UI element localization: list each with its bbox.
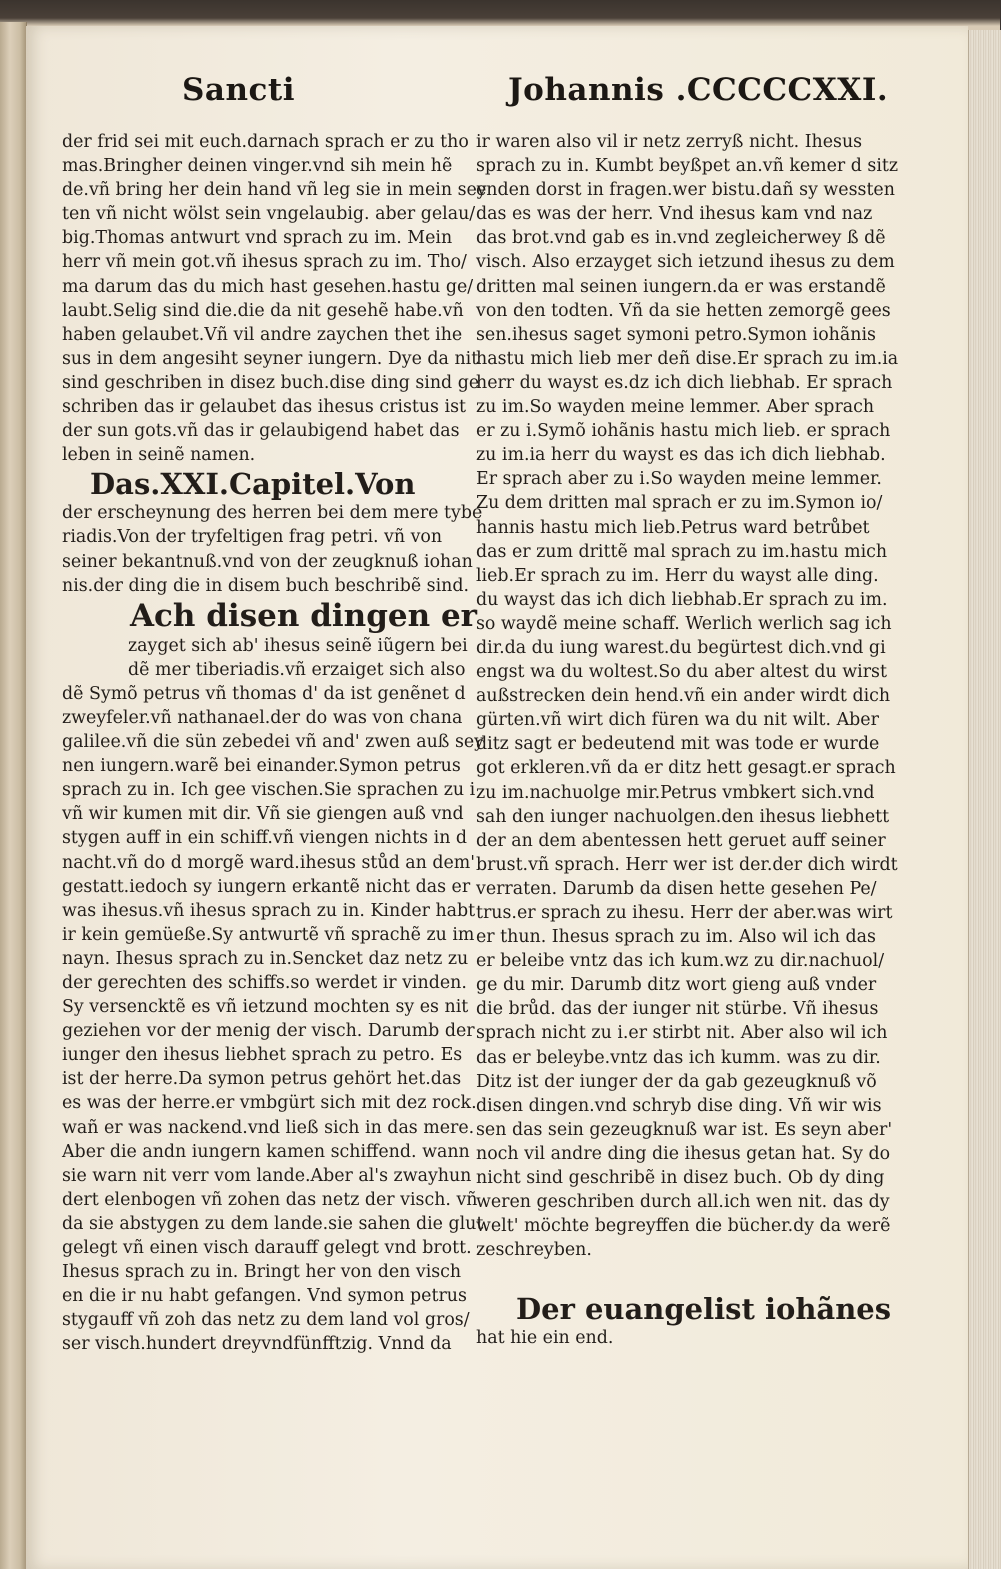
running-header-left: Sancti	[182, 72, 295, 108]
text-line: zeschreyben.	[476, 1240, 592, 1261]
colophon-line: hat hie ein end.	[476, 1328, 614, 1349]
text-line: was ihesus.vñ ihesus sprach zu in. Kinder habt	[62, 900, 476, 921]
text-line: disen dingen.vnd schryb dise ding. Vñ wir wis	[476, 1095, 882, 1116]
text-line: er beleibe vntz das ich kum.wz zu dir.nachuol/	[476, 951, 885, 972]
text-line: en die ir nu habt gefangen. Vnd symon petrus	[62, 1286, 467, 1307]
text-line: dir.da du iung warest.du begürtest dich.vnd gi	[476, 637, 886, 658]
text-line: sah den iunger nachuolgen.den ihesus liebhett	[476, 806, 890, 827]
text-line: Er sprach aber zu i.So wayden meine lemmer.	[476, 469, 882, 490]
text-line: hastu mich lieb mer deñ dise.Er sprach zu im.ia	[476, 348, 899, 369]
text-line: er thun. Ihesus sprach zu im. Also wil ich das	[476, 927, 876, 948]
text-line: de.vñ bring her dein hand vñ leg sie in mein sey	[62, 180, 487, 201]
text-line: ist der herre.Da symon petrus gehört het.das	[62, 1069, 462, 1090]
left-text-after	[62, 682, 484, 1357]
text-line: er zu i.Symõ iohãnis hastu mich lieb. er sprach	[476, 421, 891, 442]
text-line: verraten. Darumb da disen hette gesehen Pe/	[476, 878, 877, 899]
text-line: sind geschriben in disez buch.dise ding sind ge	[62, 372, 480, 393]
text-line: dẽ Symõ petrus vñ thomas d' da ist genẽnet d	[62, 683, 466, 704]
text-line: gürten.vñ wirt dich füren wa du nit wilt. Aber	[476, 710, 879, 731]
text-line: leben in seinẽ namen.	[62, 445, 256, 466]
text-line: das es was der herr. Vnd ihesus kam vnd naz	[476, 204, 873, 225]
chapter-incipit: Ach disen dingen er	[130, 597, 477, 634]
text-line: zu im.So wayden meine lemmer. Aber sprach	[476, 397, 875, 418]
chapter-heading: Das.XXI.Capitel.Von	[90, 467, 416, 502]
text-line: got erkleren.vñ da er ditz hett gesagt.er sprach	[476, 758, 896, 779]
summary-line: nis.der ding die in disem buch beschribẽ sind.	[62, 575, 470, 596]
text-line: vñ wir kumen mit dir. Vñ sie giengen auß vnd	[62, 804, 464, 825]
summary-line: seiner bekantnuß.vnd von der zeugknuß iohan	[62, 551, 473, 572]
text-line: sen.ihesus saget symoni petro.Symon iohãnis	[476, 324, 876, 345]
text-line: hannis hastu mich lieb.Petrus ward betrůbet	[476, 517, 870, 538]
text-line: zayget sich ab' ihesus seinẽ iũgern bei	[128, 635, 468, 656]
text-line: schriben das ir gelaubet das ihesus cristus ist	[62, 397, 466, 418]
text-line: sie warn nit verr vom lande.Aber al's zwayhun	[62, 1165, 472, 1186]
text-line: nicht sind geschribẽ in disez buch. Ob dy ding	[476, 1168, 885, 1189]
text-line: der frid sei mit euch.darnach sprach er zu tho	[62, 132, 469, 152]
page-edge	[968, 30, 1001, 1569]
text-line: es was der herre.er vmbgürt sich mit dez rock.	[62, 1093, 477, 1114]
text-line: sprach zu in. Ich gee vischen.Sie sprachen zu i	[62, 780, 476, 801]
text-line: enden dorst in fragen.wer bistu.dañ sy wessten	[476, 180, 895, 201]
text-line: Ihesus sprach zu in. Bringt her von den visch	[62, 1262, 462, 1283]
text-line: nayn. Ihesus sprach zu in.Sencket daz netz zu	[62, 948, 469, 969]
text-line: Ditz ist der iunger der da gab gezeugknuß võ	[476, 1071, 877, 1092]
text-line: visch. Also erzayget sich ietzund ihesus zu dem	[476, 252, 895, 273]
text-line: iunger den ihesus liebhet sprach zu petro. Es	[62, 1045, 463, 1066]
colophon-title: Der euangelist iohãnes	[516, 1292, 892, 1327]
text-line: welt' möchte begreyffen die bücher.dy da werẽ	[476, 1216, 891, 1237]
text-line: der gerechten des schiffs.so werdet ir vinden.	[62, 973, 467, 993]
text-line: stygauff vñ zoh das netz zu dem land vol gros/	[62, 1310, 470, 1331]
text-line: ge du mir. Darumb ditz wort gieng auß vnder	[476, 975, 877, 996]
text-line: da sie abstygen zu dem lande.sie sahen die glut	[62, 1213, 484, 1234]
left-text-before	[62, 130, 487, 467]
text-line: dritten mal seinen iungern.da er was erstandẽ	[476, 276, 886, 297]
text-line: du wayst das ich dich liebhab.Er sprach zu im.	[476, 589, 888, 610]
text-line: zweyfeler.vñ nathanael.der do was von chana	[62, 707, 463, 728]
text-line: sen das sein gezeugknuß war ist. Es seyn aber'	[476, 1119, 893, 1140]
text-line: das er beleybe.vntz das ich kumm. was zu dir.	[476, 1047, 881, 1068]
text-line: geziehen vor der menig der visch. Darumb der	[62, 1021, 475, 1042]
text-line: ditz sagt er bedeutend mit was tode er wurde	[476, 734, 880, 755]
text-line: noch vil andre ding die ihesus getan hat. Sy do	[476, 1143, 891, 1164]
text-line: Sy versencktẽ es vñ ietzund mochten sy es nit	[62, 997, 469, 1018]
text-line: ten vñ nicht wölst sein vngelaubig. aber gelau/	[62, 204, 476, 225]
book-binding	[0, 22, 27, 1569]
text-line: das brot.vnd gab es in.vnd zegleicherwey ß dẽ	[476, 228, 886, 249]
text-line: haben gelaubet.Vñ vil andre zaychen thet ihe	[62, 324, 463, 345]
text-line: wañ er was nackend.vnd ließ sich in das mere.	[62, 1117, 475, 1138]
text-line: sus in dem angesiht seyner iungern. Dye da nit	[62, 348, 479, 369]
text-line: sprach zu in. Kumbt beyßpet an.vñ kemer d sitz	[476, 156, 899, 177]
summary-line: riadis.Von der tryfeltigen frag petri. vñ von	[62, 527, 443, 548]
text-line: laubt.Selig sind die.die da nit gesehẽ habe.vñ	[62, 300, 464, 321]
right-column	[476, 130, 899, 1351]
text-line: zu im.ia herr du wayst es das ich dich liebhab.	[476, 445, 886, 466]
text-line: der sun gots.vñ das ir gelaubigend habet das	[62, 421, 460, 442]
text-line: big.Thomas antwurt vnd sprach zu im. Mein	[62, 228, 453, 249]
text-line: ir waren also vil ir netz zerryß nicht. Ihesus	[476, 132, 863, 152]
chapter-summary	[62, 501, 483, 597]
text-line: gestatt.iedoch sy iungern erkantẽ nicht das er	[62, 876, 471, 897]
text-line: herr du wayst es.dz ich dich liebhab. Er sprach	[476, 372, 893, 393]
text-line: sprach nicht zu i.er stirbt nit. Aber also wil ich	[476, 1023, 888, 1044]
text-line: ir kein gemüeße.Sy antwurtẽ vñ sprachẽ zu im	[62, 924, 475, 945]
text-line: herr vñ mein got.vñ ihesus sprach zu im. Tho/	[62, 252, 467, 273]
text-line: so waydẽ meine schaff. Werlich werlich sag ich	[476, 613, 892, 634]
text-line: zu im.nachuolge mir.Petrus vmbkert sich.vnd	[476, 782, 875, 803]
text-line: galilee.vñ die sün zebedei vñ and' zwen auß sey	[62, 732, 484, 753]
text-line: der an dem abentessen hett geruet auff seiner	[476, 830, 886, 851]
text-line: ser visch.hundert dreyvndfünfftzig. Vnnd da	[62, 1334, 452, 1355]
text-line: dẽ mer tiberiadis.vñ erzaiget sich also	[128, 659, 466, 680]
text-line: außstrecken dein hend.vñ ein ander wirdt dich	[476, 686, 891, 707]
text-line: ma darum das du mich hast gesehen.hastu ge/	[62, 276, 474, 297]
text-line: stygen auff in ein schiff.vñ viengen nichts in d	[62, 828, 468, 849]
left-column	[62, 130, 487, 1357]
text-line: Zu dem dritten mal sprach er zu im.Symon io/	[476, 493, 883, 514]
running-header-right: Johannis .CCCCCXXI.	[508, 72, 889, 108]
text-line: weren geschriben durch all.ich wen nit. das dy	[476, 1192, 890, 1213]
text-line: von den todten. Vñ da sie hetten zemorgẽ gees	[476, 300, 891, 321]
text-line: dert elenbogen vñ zohen das netz der visch. vñ	[62, 1189, 478, 1210]
summary-line: der erscheynung des herren bei dem mere tybe	[62, 503, 483, 524]
text-line: brust.vñ sprach. Herr wer ist der.der dich wirdt	[476, 854, 898, 875]
text-line: das er zum drittẽ mal sprach zu im.hastu mich	[476, 541, 888, 562]
text-line: gelegt vñ einen visch darauff gelegt vnd brott.	[62, 1238, 472, 1259]
text-line: engst wa du woltest.So du aber altest du wirst	[476, 662, 887, 683]
text-line: nen iungern.warẽ bei einander.Symon petrus	[62, 756, 461, 777]
text-line: Aber die andn iungern kamen schiffend. wann	[62, 1141, 470, 1162]
text-line: mas.Bringher deinen vinger.vnd sih mein hẽ	[62, 156, 453, 177]
text-line: trus.er sprach zu ihesu. Herr der aber.was wirt	[476, 903, 893, 923]
text-line: die brůd. das der iunger nit stürbe. Vñ ihesus	[476, 999, 879, 1020]
text-line: nacht.vñ do d morgẽ ward.ihesus stůd an dem'	[62, 852, 476, 873]
text-line: lieb.Er sprach zu im. Herr du wayst alle ding.	[476, 565, 879, 586]
